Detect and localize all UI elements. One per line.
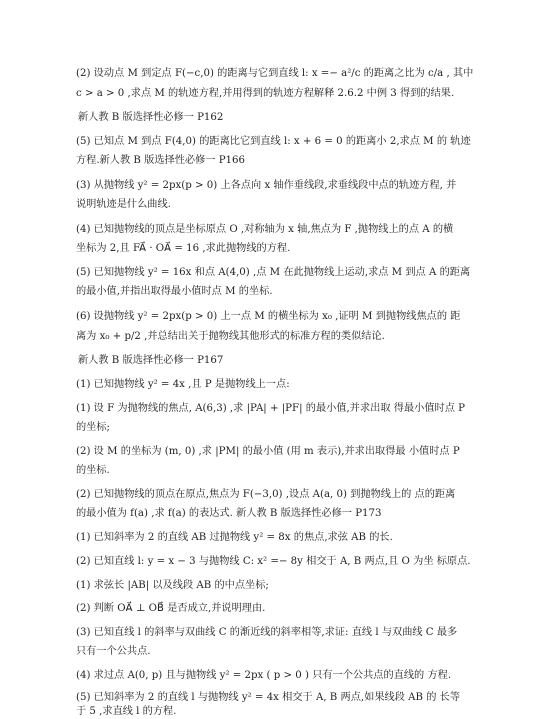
text-line: (5) 已知点 M 到点 F(4,0) 的距离比它到直线 l: x + 6 = 0 的距离小 2,求点 M 的 轨迹 — [76, 136, 471, 147]
text-line: 坐标为 2,且 FA⃗ · OA⃗ = 16 ,求此抛物线的方程. — [76, 243, 291, 254]
text-line: (2) 已知直线 l: y = x − 3 与抛物线 C: x² =− 8y 相交于 A, B 两点,且 O 为坐 标原点. — [76, 556, 471, 567]
text-line: 的最小值为 f(a) ,求 f(a) 的表达式. 新人教 B 版选择性必修一 P173 — [76, 508, 382, 519]
text-line: (6) 设抛物线 y² = 2px(p > 0) 上一点 M 的横坐标为 x₀ ,证明 M 到抛物线焦点的 距 — [76, 311, 461, 322]
text-line: 说明轨迹是什么曲线. — [76, 199, 171, 210]
text-line: (2) 设 M 的坐标为 (m, 0) ,求 |PM| 的最小值 (用 m 表示),并求出取得最 小值时点 P — [76, 446, 460, 457]
text-line: (4) 已知抛物线的顶点是坐标原点 O ,对称轴为 x 轴,焦点为 F ,抛物线上的点 A 的横 — [76, 224, 454, 235]
text-line: 于 5 ,求直线 l 的方程. — [76, 706, 177, 717]
text-line: (5) 已知斜率为 2 的直线 l 与抛物线 y² = 4x 相交于 A, B 两点,如果线段 AB 的 长等 — [76, 692, 461, 703]
section-reference: 新人教 B 版选择性必修一 P162 — [78, 112, 224, 123]
text-line: (5) 已知抛物线 y² = 16x 和点 A(4,0) ,点 M 在此抛物线上运动,求点 M 到点 A 的距离 — [76, 267, 471, 278]
text-line: (1) 已知斜率为 2 的直线 AB 过抛物线 y² = 8x 的焦点,求弦 AB 的长. — [76, 532, 393, 543]
text-line: (4) 求过点 A(0, p) 且与抛物线 y² = 2px ( p > 0 ) 只有一个公共点的直线的 方程. — [76, 670, 452, 681]
text-line: 方程.新人教 B 版选择性必修一 P166 — [76, 155, 245, 166]
text-line: 的坐标. — [76, 465, 110, 476]
text-line: 的最小值,并指出取得最小值时点 M 的坐标. — [76, 286, 273, 297]
text-line: (3) 已知直线 l 的斜率与双曲线 C 的渐近线的斜率相等,求证: 直线 l 与双曲线 C 最多 — [76, 627, 458, 638]
text-line: (1) 求弦长 |AB| 以及线段 AB 的中点坐标; — [76, 580, 269, 591]
text-line: (3) 从抛物线 y² = 2px(p > 0) 上各点向 x 轴作垂线段,求垂线段中点的轨迹方程, 并 — [76, 180, 457, 191]
text-line: (2) 设动点 M 到定点 F(−c,0) 的距离与它到直线 l: x =− a²/c 的距离之比为 c/a , 其中 — [76, 68, 474, 79]
text-line: (2) 已知抛物线的顶点在原点,焦点为 F(−3,0) ,设点 A(a, 0) 到抛物线上的 点的距离 — [76, 489, 456, 500]
text-line: (1) 设 F 为抛物线的焦点, A(6,3) ,求 |PA| + |PF| 的最小值,并求出取 得最小值时点 P — [76, 403, 465, 414]
text-line: 只有一个公共点. — [76, 646, 151, 657]
text-line: 的坐标; — [76, 422, 110, 433]
text-line: 离为 x₀ + p/2 ,并总结出关于抛物线其他形式的标准方程的类似结论. — [76, 331, 385, 342]
text-line: (1) 已知抛物线 y² = 4x ,且 P 是抛物线上一点: — [76, 379, 290, 390]
text-line: c > a > 0 ,求点 M 的轨迹方程,并用得到的轨迹方程解释 2.6.2 中例 3 得到的结果. — [76, 88, 455, 99]
text-line: (2) 判断 OA⃗ ⊥ OB⃗ 是否成立,并说明理由. — [76, 603, 266, 614]
section-reference: 新人教 B 版选择性必修一 P167 — [78, 355, 224, 366]
